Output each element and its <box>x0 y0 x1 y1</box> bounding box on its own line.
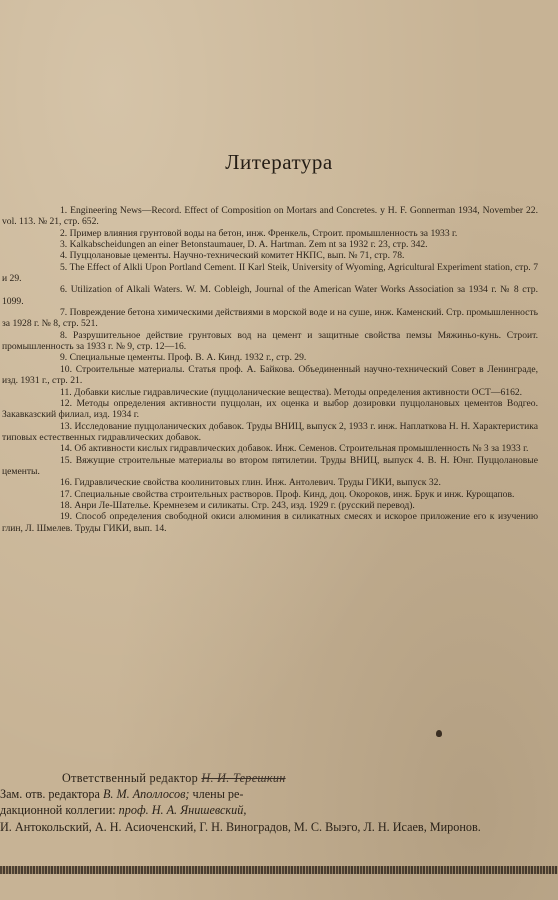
reference-item: 12. Методы определения активности пуццолан, их оценка и выбор дозировки пуццолановых цементов Водгео. Закавказский филиал, изд. 1934 г. <box>2 397 538 421</box>
board-names-continued: И. Антокольский, А. Н. Асиоченский, Г. Н. Виноградов, М. С. Выэго, Л. Н. Исаев, Миронов. <box>0 819 481 834</box>
editor-line <box>0 770 558 786</box>
reference-item: 15. Вяжущие строительные материалы во втором пятилетии. Труды ВНИЦ, выпуск 4. В. Н. Юнг. Пуццолановые цементы. <box>2 454 538 477</box>
bottom-rule <box>0 866 558 874</box>
reference-item: 3. Kalkabscheidungen an einer Betonstaumauer, D. A. Hartman. Zem nt за 1932 г. 23, стр. 342. <box>60 239 428 251</box>
reference-item: 11. Добавки кислые гидравлические (пуццоланические вещества). Методы определения активности ОСТ—6162. <box>60 386 523 398</box>
reference-item: 19. Способ определения свободной окиси алюминия в силикатных смесях и искорое приложение его к изучению глин, Л. Шмелев. Труды ГИКИ, вып. 14. <box>2 511 538 534</box>
reference-item: 4. Пуццолановые цементы. Научно-технический комитет НКПС, вып. № 71, стр. 78. <box>60 250 405 262</box>
reference-item: 9. Специальные цементы. Проф. В. А. Кинд. 1932 г., стр. 29. <box>60 352 307 364</box>
reference-list <box>2 205 538 534</box>
deputy-editor-line <box>0 786 558 802</box>
editorial-credits <box>0 770 558 835</box>
reference-item: 8. Разрушительное действие грунтовых вод на цемент и защитные свойства пемзы Мяжиньо-кунь. Строит. промышленность за 1933 г. № 9, стр. 12—16. <box>2 329 538 353</box>
reference-item: 6. Utilization of Alkali Waters. W. M. Cobleigh, Journal of the American Water Works Association за 1934 г. № 8 стр. 1099. <box>2 284 538 307</box>
board-label: дакционной коллегии: <box>0 803 116 818</box>
editor-label: Ответственный редактор <box>62 771 198 785</box>
board-line <box>0 802 558 818</box>
reference-item: 16. Гидравлические свойства коолинитовых глин. Инж. Антолевич. Труды ГИКИ, выпуск 32. <box>60 477 441 489</box>
reference-item: 18. Анри Ле-Шателье. Кремнезем и силикаты. Стр. 243, изд. 1929 г. (русский перевод). <box>60 499 415 511</box>
editor-name: Н. И. Терешкин <box>201 771 286 785</box>
reference-item: 7. Повреждение бетона химическими действиями в морской воде и на суше, инж. Каменский. Стр. промышленность за 1928 г. № 8, стр. 521. <box>2 307 538 330</box>
reference-item: 2. Пример влияния грунтовой воды на бетон, инж. Френкель, Строит. промышленность за 1933 г. <box>60 227 458 239</box>
reference-item: 14. Об активности кислых гидравлических добавок. Инж. Семенов. Строительная промышленность № 3 за 1933 г. <box>60 443 529 455</box>
ink-dot <box>436 730 442 737</box>
reference-item: 1. Engineering News—Record. Effect of Composition on Mortars and Concretes. y H. F. Gonnerman 1934, November 22. vol. 113. № 21, стр. 652. <box>2 205 538 228</box>
board-members-label: члены ре- <box>192 787 244 802</box>
board-names: проф. Н. А. Янишевский, <box>118 803 247 818</box>
page-title: Литература <box>225 150 333 174</box>
reference-item: 10. Строительные материалы. Статья проф. А. Байкова. Объединенный научно-технический Совет в Ленинграде, изд. 1931 г., стр. 21. <box>2 363 538 387</box>
reference-item: 5. The Effect of Alkli Upon Portland Cement. II Karl Steik, University of Wyoming, Agricultural Experiment station, стр. 7 и 29. <box>2 261 538 285</box>
reference-item: 13. Исследование пуццоланических добавок. Труды ВНИЦ, выпуск 2, 1933 г. инж. Наплаткова Н. Н. Характеристика типовых естественных гидравлических добавок. <box>2 420 538 443</box>
deputy-name: В. М. Аполлосов; <box>102 787 190 802</box>
reference-item: 17. Специальные свойства строительных растворов. Проф. Кинд, доц. Окороков, инж. Брук и инж. Курощапов. <box>60 488 515 500</box>
deputy-label: Зам. отв. редактора <box>0 787 100 802</box>
